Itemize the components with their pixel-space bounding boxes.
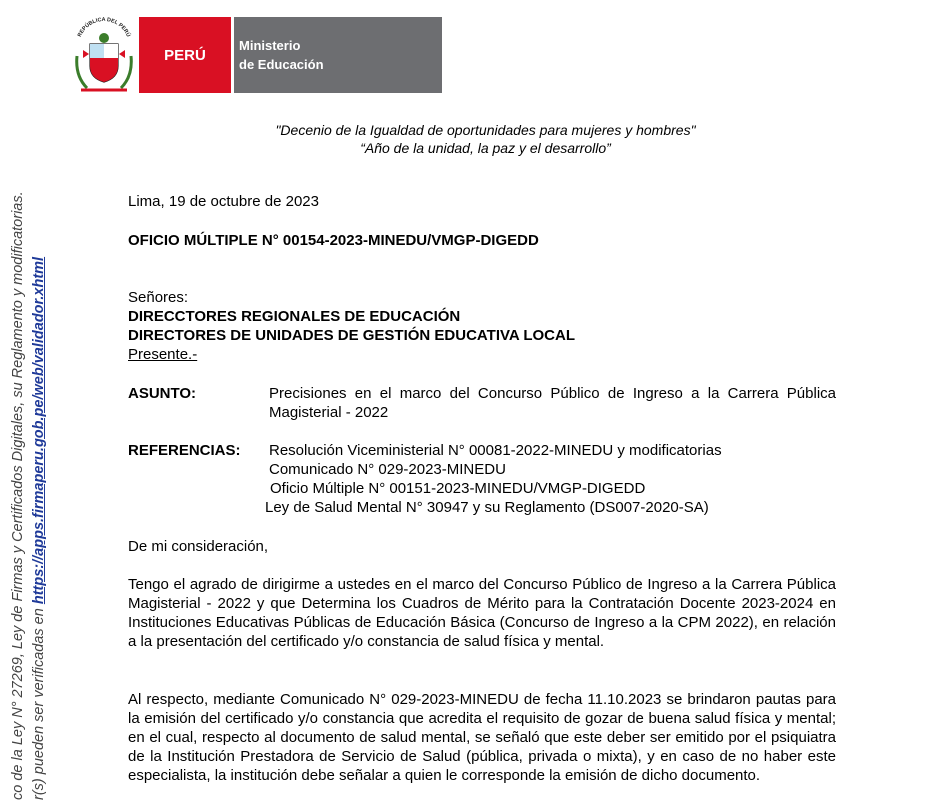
referencia-item: Comunicado N° 029-2023-MINEDU [269,461,506,478]
asunto-section [128,384,836,422]
addressee-block [128,288,836,364]
seal-text: REPÚBLICA DEL PERÚ [76,16,132,39]
decenio-line2: “Año de la unidad, la paz y el desarrollo” [360,140,611,156]
ministry-badge [233,17,442,93]
letter-date: Lima, 19 de octubre de 2023 [128,193,319,210]
referencias-label: REFERENCIAS: [128,442,241,459]
presente: Presente.- [128,346,198,363]
decenio-motto [0,121,941,157]
greeting: De mi consideración, [128,538,269,555]
addressee-2: DIRECTORES DE UNIDADES DE GESTIÓN EDUCATIVA LOCAL [128,327,575,344]
signature-validation-sidebar [0,0,60,800]
salutation-to: Señores: [128,289,189,306]
referencias-section [128,441,836,517]
asunto-label: ASUNTO: [128,385,197,402]
validation-url-line [29,0,50,800]
asunto-text: Precisiones en el marco del Concurso Público de Ingreso a la Carrera Pública Magisterial - 2022 [269,385,836,421]
country-badge [139,17,231,93]
addressee-1: DIRECCTORES REGIONALES DE EDUCACIÓN [128,308,461,325]
validation-legal-text: co de la Ley N° 27269, Ley de Firmas y Certificados Digitales, su Reglamento y modificatorias. [10,191,26,800]
referencias-list [265,441,836,517]
referencia-item: Ley de Salud Mental N° 30947 y su Reglamento (DS007-2020-SA) [265,499,709,516]
oficio-number: OFICIO MÚLTIPLE N° 00154-2023-MINEDU/VMGP-DIGEDD [128,232,539,249]
referencia-item: Oficio Múltiple N° 00151-2023-MINEDU/VMGP-DIGEDD [270,480,646,497]
ministry-line2: de Educación [239,57,324,72]
country-label: PERÚ [164,46,206,64]
ministry-line1: Ministerio [239,38,301,53]
decenio-line1: "Decenio de la Igualdad de oportunidades para mujeres y hombres" [275,122,696,138]
paragraph-2: Al respecto, mediante Comunicado N° 029-2023-MINEDU de fecha 11.10.2023 se brindaron pautas para la emisión del certificado y/o constancia que acredita el requisito de gozar de buena salud física y mental; en el cual, respecto al documento de salud mental, se señaló que este deber ser emitido por el psiquiatra de la Institución Prestadora de Servicio de Salud (pública, privada o mixta), y en caso de no haber este especialista, la institución debe señalar a quien le corresponde la emisión de dicho documento. [128,691,836,784]
validator-link[interactable]: https://apps.firmaperu.gob.pe/web/validador.xhtml [31,256,47,605]
paragraph-1: Tengo el agrado de dirigirme a ustedes en el marco del Concurso Público de Ingreso a la Carrera Pública Magisterial - 2022 y que Determina los Cuadros de Mérito para la Contratación Docente 2023-2024 en Instituciones Educativas Públicas de Educación Básica (Concurso de Ingreso a la CPM 2022), en relación a la presentación del certificado y/o constancia de salud física y mental. [128,576,836,650]
validation-prefix: r(s) pueden ser verificadas en [31,604,47,800]
coat-of-arms-icon [73,16,135,94]
referencia-item: Resolución Viceministerial N° 00081-2022-MINEDU y modificatorias [269,442,722,459]
